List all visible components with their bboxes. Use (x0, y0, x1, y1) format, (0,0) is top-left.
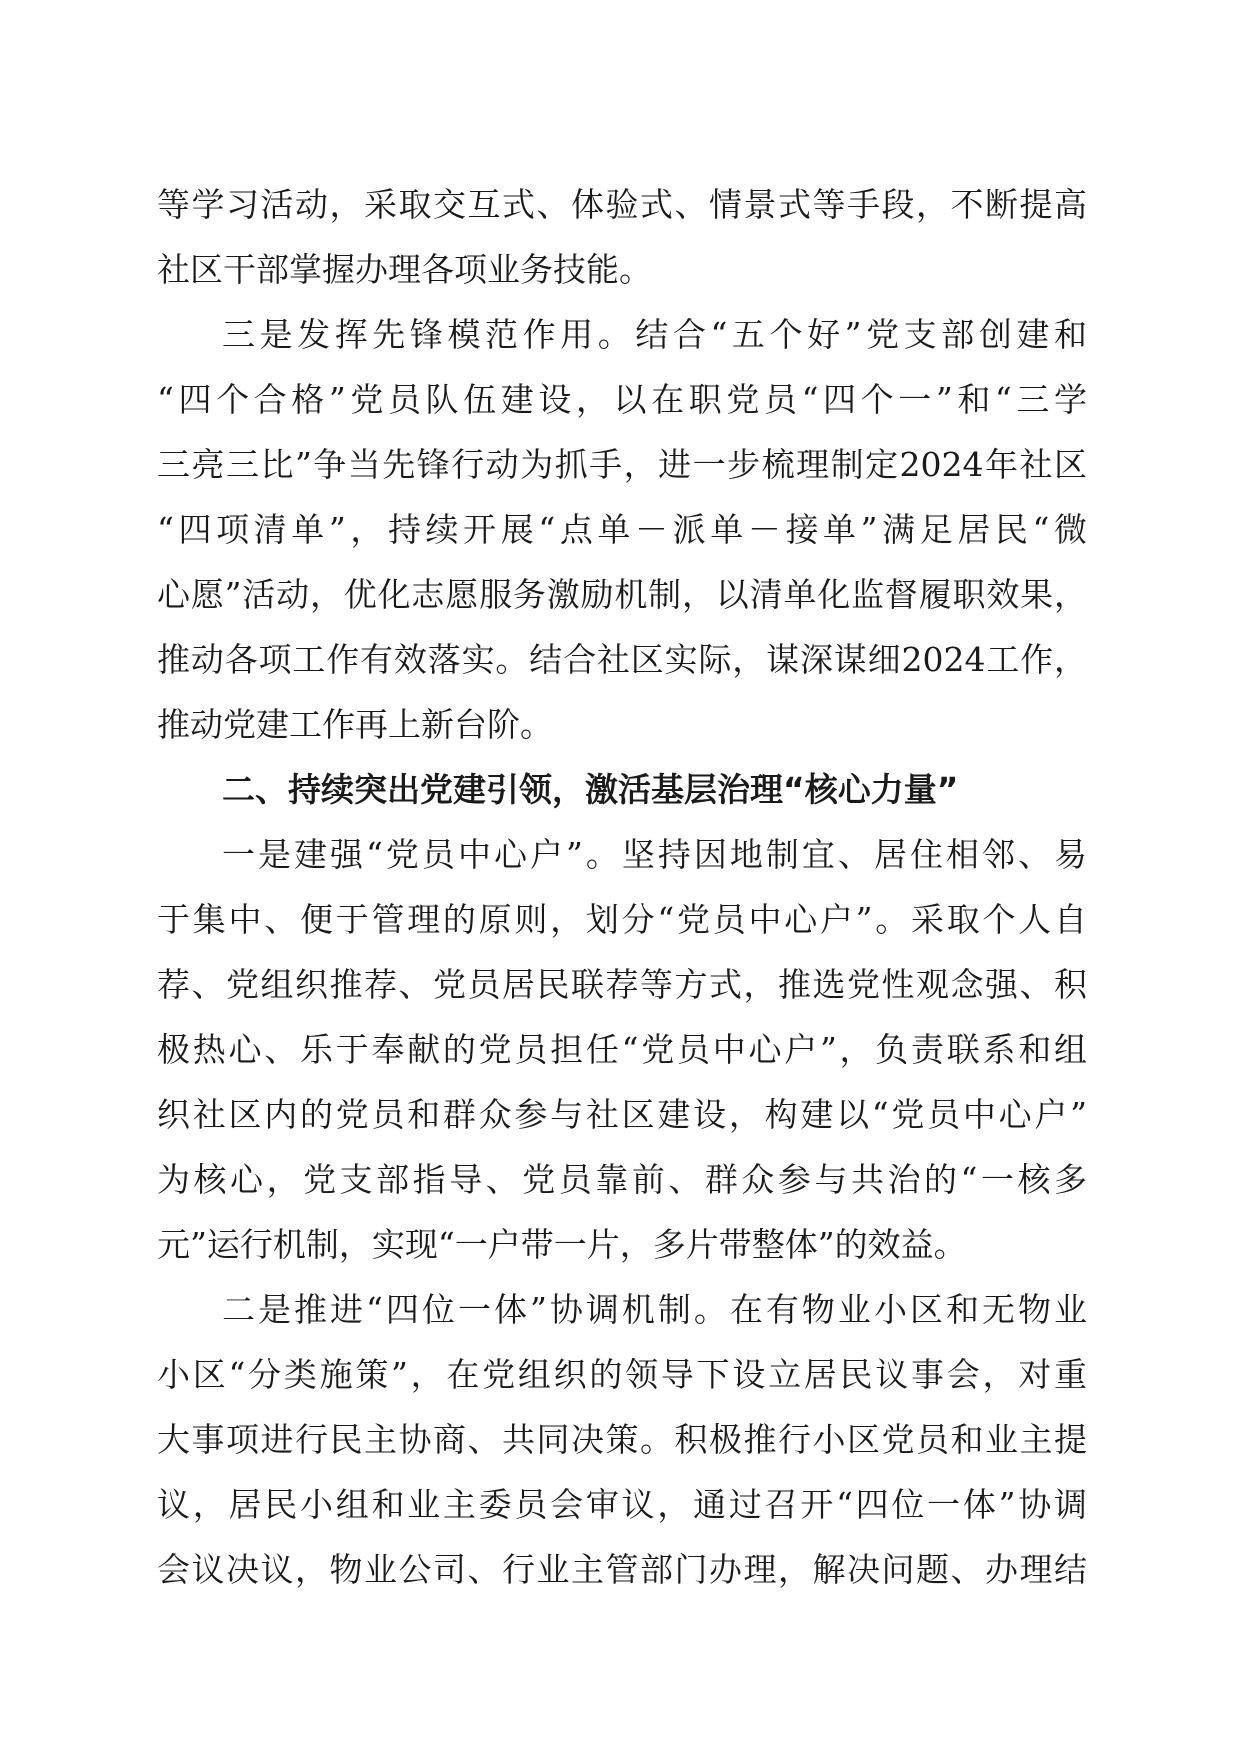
paragraph-line: 社区干部掌握办理各项业务技能。 (157, 250, 652, 289)
paragraph-line: 会议决议，物业公司、行业主管部门办理，解决问题、办理结 (157, 1550, 1087, 1589)
paragraph-line: 三是发挥先锋模范作用。结合“五个好”党支部创建和 (222, 315, 1087, 354)
paragraph-line: 推动各项工作有效落实。结合社区实际，谋深谋细2024工作， (157, 640, 1087, 679)
paragraph-line: 推动党建工作再上新台阶。 (157, 705, 553, 744)
paragraph-line: “四个合格”党员队伍建设，以在职党员“四个一”和“三学 (157, 380, 1087, 419)
section-heading: 二、持续突出党建引领，激活基层治理“核心力量” (222, 770, 959, 809)
paragraph-line: 二是推进“四位一体”协调机制。在有物业小区和无物业 (222, 1290, 1087, 1329)
paragraph-line: 织社区内的党员和群众参与社区建设，构建以“党员中心户” (157, 1095, 1087, 1134)
paragraph-line: 小区“分类施策”，在党组织的领导下设立居民议事会，对重 (157, 1355, 1087, 1394)
paragraph-line: 三亮三比”争当先锋行动为抓手，进一步梳理制定2024年社区 (157, 445, 1087, 484)
paragraph-line: 心愿”活动，优化志愿服务激励机制，以清单化监督履职效果， (157, 575, 1087, 614)
paragraph-line: 为核心，党支部指导、党员靠前、群众参与共治的“一核多 (157, 1160, 1087, 1199)
paragraph-line: 议，居民小组和业主委员会审议，通过召开“四位一体”协调 (157, 1485, 1087, 1524)
paragraph-line: 一是建强“党员中心户”。坚持因地制宜、居住相邻、易 (222, 835, 1087, 874)
paragraph-line: 荐、党组织推荐、党员居民联荐等方式，推选党性观念强、积 (157, 965, 1087, 1004)
paragraph-line: 于集中、便于管理的原则，划分“党员中心户”。采取个人自 (157, 900, 1087, 939)
paragraph-line: 大事项进行民主协商、共同决策。积极推行小区党员和业主提 (157, 1420, 1087, 1459)
paragraph-line: “四项清单”，持续开展“点单－派单－接单”满足居民“微 (157, 510, 1087, 549)
paragraph-line: 元”运行机制，实现“一户带一片，多片带整体”的效益。 (157, 1225, 967, 1264)
paragraph-line: 极热心、乐于奉献的党员担任“党员中心户”，负责联系和组 (157, 1030, 1087, 1069)
paragraph-line: 等学习活动，采取交互式、体验式、情景式等手段，不断提高 (157, 185, 1087, 224)
